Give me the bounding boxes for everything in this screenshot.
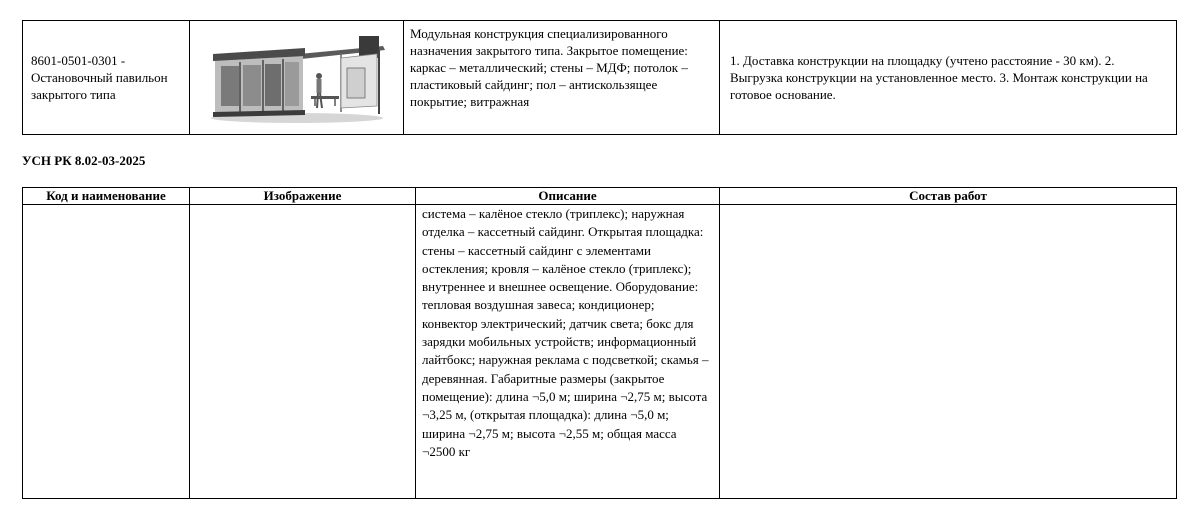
top-row-table	[22, 20, 1177, 135]
works-cell	[720, 205, 1177, 499]
header-image: Изображение	[190, 188, 416, 205]
image-cell	[190, 205, 416, 499]
bus-stop-pavilion-icon	[207, 32, 387, 124]
header-code-name: Код и наименование	[23, 188, 190, 205]
description-cell: Модульная конструкция специализированного назначения закрытого типа. Закрытое помещение: каркас – металлический; стены – МДФ; потолок – пластиковый сайдинг; пол – антискользящее покрытие; витражная	[404, 21, 720, 135]
header-description: Описание	[416, 188, 720, 205]
header-row	[23, 188, 1177, 205]
works-cell: 1. Доставка конструкции на площадку (учтено расстояние - 30 км). 2. Выгрузка конструкции на установленное место. 3. Монтаж конструкции на готовое основание.	[720, 21, 1177, 135]
table-row	[23, 21, 1177, 135]
main-table	[22, 187, 1177, 499]
code-name-cell	[23, 205, 190, 499]
description-cell: система – калёное стекло (триплекс); наружная отделка – кассетный сайдинг. Открытая площадка: стены – кассетный сайдинг с элементами остекления; кровля – калёное стекло (триплекс); внутреннее и внешнее освещение. Оборудование: тепловая воздушная завеса; кондиционер; конвектор электрический; датчик света; бокс для зарядки мобильных устройств; информационный лайтбокс; наружная реклама с подсветкой; скамья – деревянная. Габаритные размеры (закрытое помещение): длина ¬5,0 м; ширина ¬2,75 м; высота ¬3,25 м, (открытая площадка): длина ¬5,0 м; ширина ¬2,75 м; высота ¬2,55 м; общая масса ¬2500 кг	[416, 205, 720, 499]
section-title: УСН РК 8.02-03-2025	[22, 153, 146, 168]
code-name-cell: 8601-0501-0301 - Остановочный павильон закрытого типа	[23, 21, 190, 135]
table-row	[23, 205, 1177, 499]
image-cell	[190, 21, 404, 135]
header-works: Состав работ	[720, 188, 1177, 205]
